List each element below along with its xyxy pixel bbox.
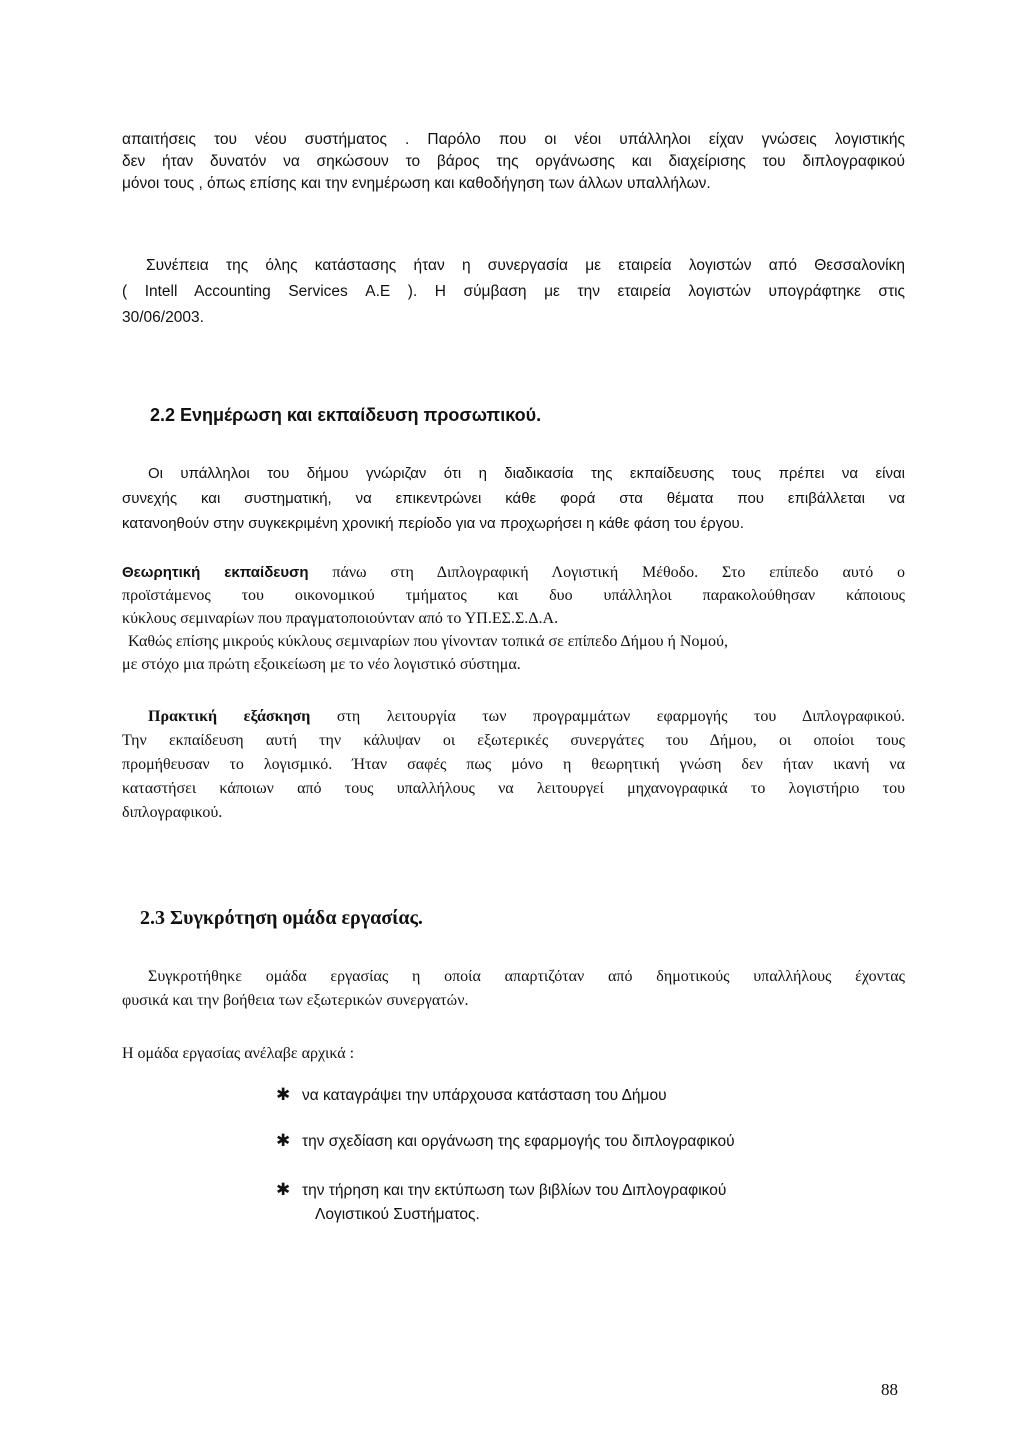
text-line: κατανοηθούν στην συγκεκριμένη χρονική περίοδο για να προχωρήσει η κάθε φάση του έργου. [122, 515, 744, 532]
asterisk-bullet-icon: ✱ [276, 1131, 291, 1150]
practice-rest: στη λειτουργία των προγραμμάτων εφαρμογής του Διπλογραφικού. [310, 708, 906, 725]
text-line: καταστήσει κάποιων από τους υπαλλήλους να λειτουργεί μηχανογραφικά το λογιστήριο του [122, 780, 905, 797]
paragraph-team [122, 965, 905, 1013]
text-line: Συγκροτήθηκε ομάδα εργασίας η οποία απαρτιζόταν από δημοτικούς υπαλλήλους έχοντας [148, 968, 905, 985]
text-line: δεν ήταν δυνατόν να σηκώσουν το βάρος της οργάνωσης και διαχείρισης του διπλογραφικού [122, 153, 905, 170]
text-line: προϊστάμενος του οικονομικού τμήματος και δυο υπάλληλοι παρακολούθησαν κάποιους [122, 587, 905, 604]
section-heading-2-3: 2.3 Συγκρότηση ομάδα εργασίας. [140, 907, 423, 929]
bullet-text-continuation: Λογιστικού Συστήματος. [315, 1206, 480, 1223]
text-line [122, 561, 905, 584]
asterisk-bullet-icon: ✱ [276, 1180, 291, 1199]
text-line: Συνέπεια της όλης κατάστασης ήταν η συνεργασία με εταιρεία λογιστών από Θεσσαλονίκη [146, 257, 905, 274]
bullet-text: την σχεδίαση και οργάνωση της εφαρμογής του διπλογραφικού [302, 1133, 735, 1150]
theory-lead: Θεωρητική εκπαίδευση [122, 564, 309, 581]
practice-lead: Πρακτική εξάσκηση [148, 708, 311, 725]
text-line: κύκλους σεμιναρίων που πραγματοποιούνταν από το ΥΠ.ΕΣ.Σ.Δ.Α. [122, 610, 559, 627]
text-line: απαιτήσεις του νέου συστήματος . Παρόλο που οι νέοι υπάλληλοι είχαν γνώσεις λογιστικής [122, 131, 905, 148]
bullet-text: να καταγράψει την υπάρχουσα κατάσταση του Δήμου [302, 1087, 667, 1104]
list-item [276, 1084, 667, 1107]
paragraph-training-intro [122, 461, 905, 536]
text-line: Την εκπαίδευση αυτή την κάλυψαν οι εξωτερικές συνεργάτες του Δήμου, οι οποίοι τους [122, 732, 905, 749]
paragraph-practice [122, 705, 905, 825]
page-number: 88 [881, 1380, 898, 1399]
section-heading-2-2: 2.2 Ενημέρωση και εκπαίδευση προσωπικού. [150, 405, 542, 425]
text-line: μόνοι τους , όπως επίσης και την ενημέρωση και καθοδήγηση των άλλων υπαλλήλων. [122, 175, 711, 192]
text-line: φυσικά και την βοήθεια των εξωτερικών συνεργατών. [122, 992, 469, 1009]
text-line: διπλογραφικού. [122, 804, 223, 821]
text-line: Οι υπάλληλοι του δήμου γνώριζαν ότι η διαδικασία της εκπαίδευσης τους πρέπει να είναι [148, 465, 905, 482]
paragraph-cooperation [122, 253, 905, 331]
text-line: προμήθευσαν το λογισμικό. Ήταν σαφές πως μόνο η θεωρητική γνώση δεν ήταν ικανή να [122, 756, 905, 773]
paragraph-top [122, 129, 905, 195]
text-line: Καθώς επίσης μικρούς κύκλους σεμιναρίων που γίνονταν τοπικά σε επίπεδο Δήμου ή Νομού, [128, 633, 728, 650]
text-line: με στόχο μια πρώτη εξοικείωση με το νέο λογιστικό σύστημα. [122, 656, 521, 673]
list-item [276, 1130, 735, 1153]
bullet-text: την τήρηση και την εκτύπωση των βιβλίων του Διπλογραφικού [302, 1182, 727, 1199]
theory-rest: πάνω στη Διπλογραφική Λογιστική Μέθοδο. Στο επίπεδο αυτό ο [308, 564, 905, 581]
paragraph-theory [122, 561, 905, 676]
list-item [276, 1178, 726, 1227]
text-line: συνεχής και συστηματική, να επικεντρώνει κάθε φορά στα θέματα που επιβάλλεται να [122, 490, 905, 507]
text-line [122, 705, 905, 729]
team-lead-in: Η ομάδα εργασίας ανέλαβε αρχικά : [122, 1045, 355, 1062]
asterisk-bullet-icon: ✱ [276, 1085, 291, 1104]
text-line: 30/06/2003. [122, 309, 204, 326]
text-line: ( Intell Accounting Services Α.Ε ). Η σύμβαση με την εταιρεία λογιστών υπογράφτηκε στις [122, 283, 905, 300]
